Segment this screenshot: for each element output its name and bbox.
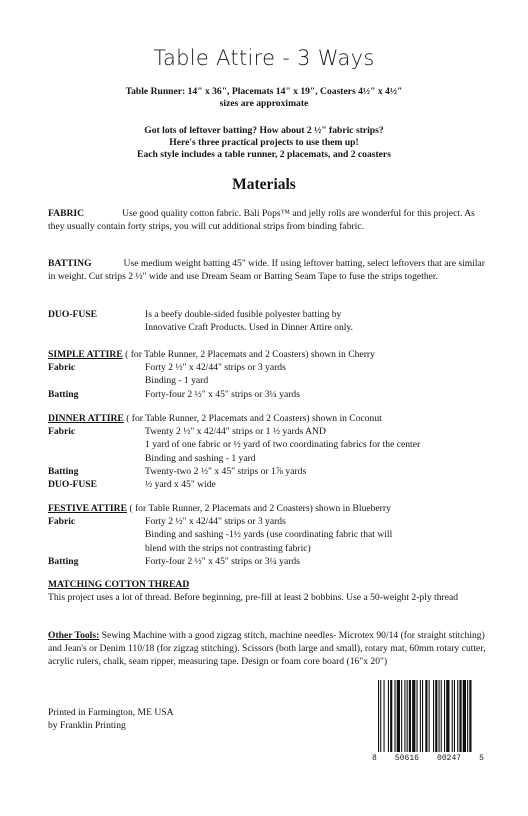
dimensions-line: Table Runner: 14" x 36", Placemats 14" x 19", Coasters 4½" x 4½"	[125, 86, 403, 97]
duofuse-line-2: Innovative Craft Products. Used in Dinner Attire only.	[145, 322, 354, 334]
page-title: Table Attire - 3 Ways	[153, 46, 375, 70]
barcode-lead-digit: 8	[372, 754, 377, 763]
thread-text: This project uses a lot of thread. Before beginning, pre-fill at least 2 bobbins. Use a 50-weight 2-ply thread	[48, 592, 459, 604]
batting-text: Use medium weight batting 45" wide. If using leftover batting, select leftovers that are similar in weight. Cut strips 2 ½" wide and use Dream Seam or Batting Seam Tape to fuse the strips together.	[48, 258, 485, 283]
fabric-text: Use good quality cotton fabric. Bali Pops™ and jelly rolls are wonderful for this project. As they usually contain forty strips, you will cut additional strips from binding fabric.	[48, 208, 475, 233]
simple-row-value: Binding - 1 yard	[145, 375, 209, 387]
intro-line-1: Got lots of leftover batting? How about 2 ½" fabric strips?	[144, 125, 384, 136]
dinner-row-label: Batting	[48, 465, 79, 477]
simple-row-label: Fabric	[48, 362, 76, 374]
dinner-attire-title: DINNER ATTIRE	[48, 413, 124, 424]
intro-line-3: Each style includes a table runner, 2 placemats, and 2 coasters	[137, 149, 391, 160]
festive-attire-subtitle: ( for Table Runner, 2 Placemats and 2 Coasters) shown in Blueberry	[127, 503, 391, 514]
materials-heading: Materials	[232, 176, 296, 193]
festive-attire-title: FESTIVE ATTIRE	[48, 503, 127, 514]
dinner-attire-section	[48, 412, 488, 491]
simple-row-value: Forty-four 2 ½" x 45" strips or 3¼ yards	[145, 388, 300, 400]
batting-label: BATTING	[48, 258, 92, 269]
tools-text: Sewing Machine with a good zigzag stitch, machine needles- Microtex 90/14 (for straight stitching) and Jean's or Denim 110/18 (for zigzag stitching). Scissors (both large and small), rotary mat, 60mm rotary cutter, acrylic rulers, chalk, seam ripper, measuring tape. Design or foam core board (16"x 20")	[48, 630, 486, 668]
batting-section	[48, 257, 488, 283]
duofuse-section	[48, 308, 488, 334]
barcode-trail-digit: 5	[479, 754, 484, 763]
fabric-section	[48, 207, 488, 233]
festive-row-value: blend with the strips not contrasting fabric)	[145, 542, 311, 554]
dinner-row-label: DUO-FUSE	[48, 478, 98, 490]
festive-row-value: Forty 2 ½" x 42/44" strips or 3 yards	[145, 516, 286, 528]
dinner-row-value: ½ yard x 45" wide	[145, 478, 216, 490]
simple-attire-subtitle: ( for Table Runner, 2 Placemats and 2 Coasters) shown in Cherry	[122, 349, 375, 360]
festive-row-value: Forty-four 2 ½" x 45" strips or 3¼ yards	[145, 555, 300, 567]
dinner-row-value: Twenty 2 ½" x 42/44" strips or 1 ½ yards AND	[145, 426, 326, 438]
dinner-row-label: Fabric	[48, 426, 76, 438]
festive-row-label: Fabric	[48, 516, 76, 528]
festive-row-value: Binding and sashing -1½ yards (use coordinating fabric that will	[145, 529, 393, 541]
barcode-number	[372, 754, 484, 763]
barcode-right-digits: 00247	[437, 754, 462, 763]
simple-row-label: Batting	[48, 388, 79, 400]
tools-title: Other Tools:	[48, 630, 100, 641]
intro-line-2: Here's three practical projects to use them up!	[169, 137, 359, 148]
fabric-label: FABRIC	[48, 208, 85, 219]
simple-row-value: Forty 2 ½" x 42/44" strips or 3 yards	[145, 362, 286, 374]
simple-attire-title: SIMPLE ATTIRE	[48, 349, 123, 360]
printed-line-2: by Franklin Printing	[48, 720, 126, 732]
duofuse-line-1: Is a beefy double-sided fusible polyester batting by	[145, 309, 342, 320]
tools-section	[48, 629, 488, 669]
barcode-bars	[372, 680, 484, 754]
festive-row-label: Batting	[48, 555, 79, 567]
dinner-row-value: Twenty-two 2 ½" x 45" strips or 1⅞ yards	[145, 465, 307, 477]
thread-title: MATCHING COTTON THREAD	[48, 579, 190, 590]
dinner-row-value: Binding and sashing - 1 yard	[145, 452, 256, 464]
simple-attire-section	[48, 348, 488, 401]
barcode-left-digits: 50616	[394, 754, 419, 763]
dinner-attire-subtitle: ( for Table Runner, 2 Placemats and 2 Coasters) shown in Coconut	[123, 413, 382, 424]
festive-attire-section	[48, 502, 488, 568]
dimensions-note: sizes are approximate	[219, 98, 309, 109]
dinner-row-value: 1 yard of one fabric or ½ yard of two coordinating fabrics for the center	[145, 439, 421, 451]
printed-line-1: Printed in Farmington, ME USA	[48, 707, 174, 718]
printed-info	[48, 706, 308, 732]
barcode	[372, 680, 484, 762]
thread-section	[48, 578, 488, 604]
duofuse-label: DUO-FUSE	[48, 309, 98, 320]
